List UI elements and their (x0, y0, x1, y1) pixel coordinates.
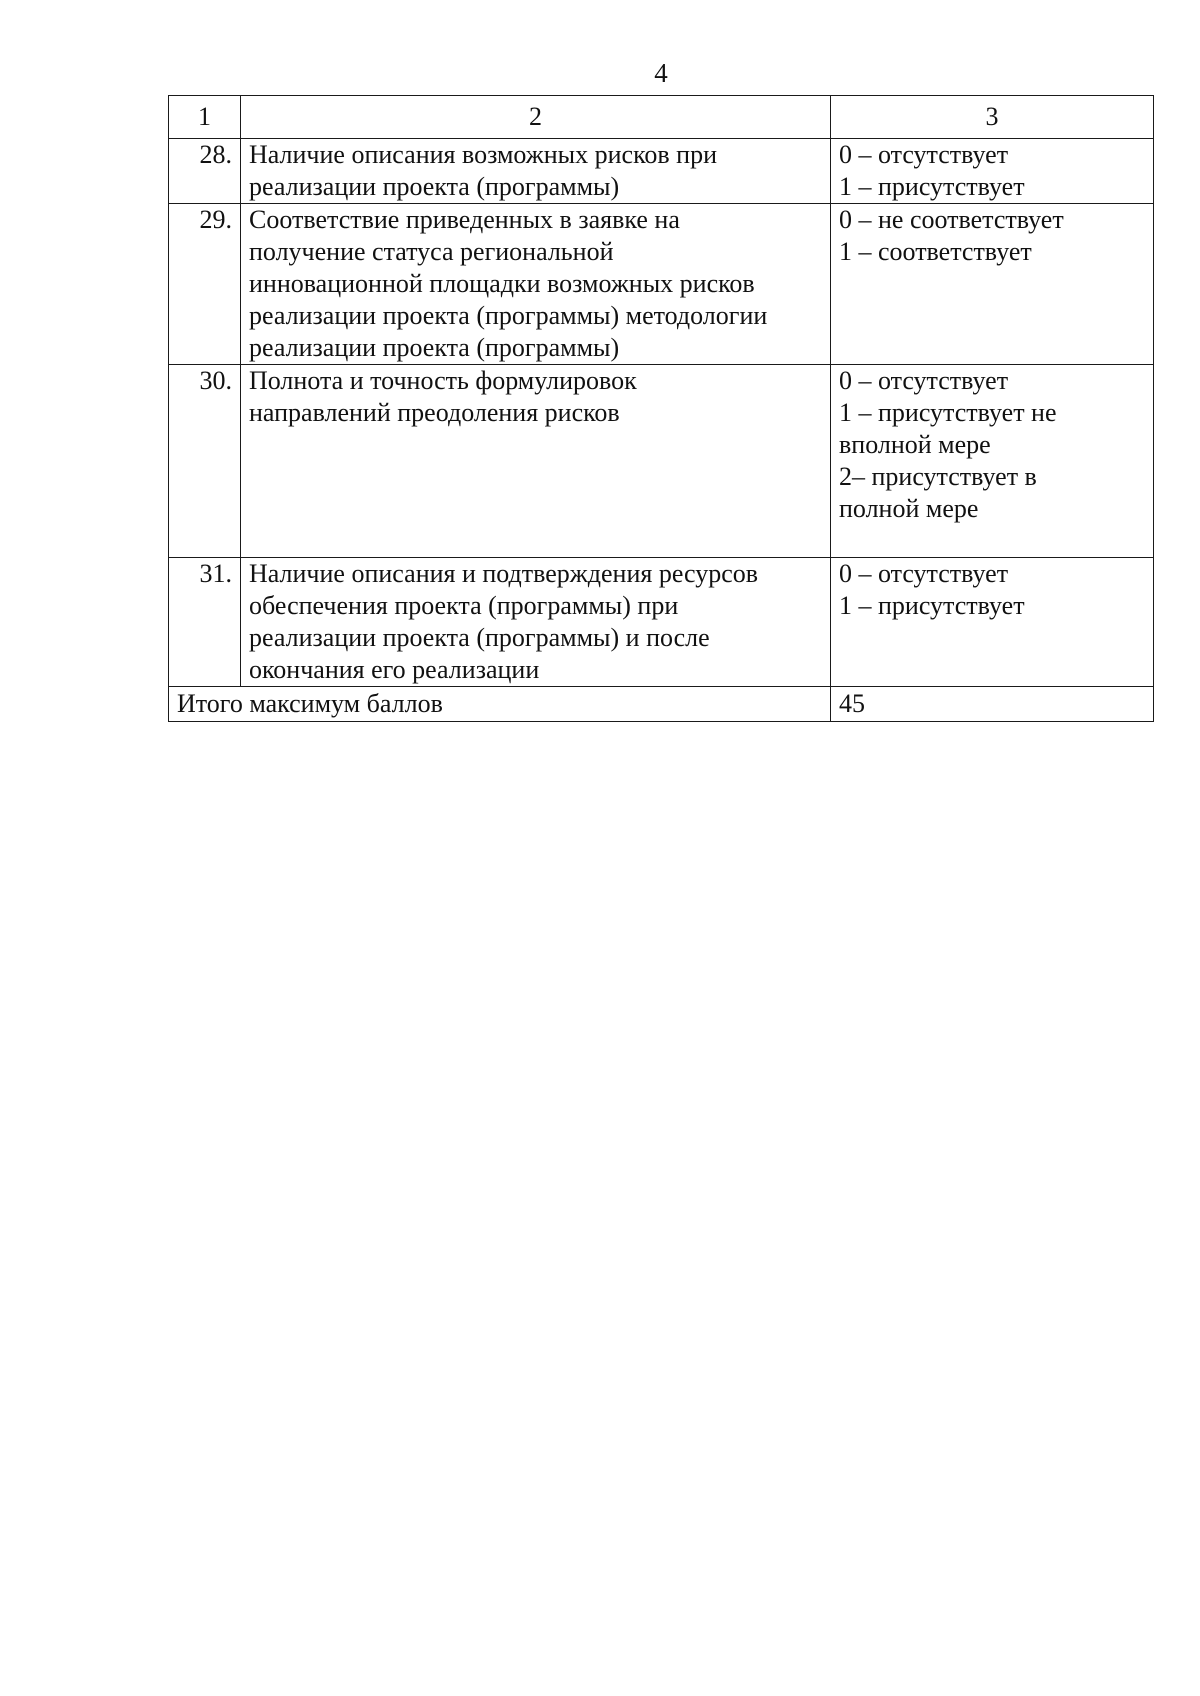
column-header-1: 1 (169, 96, 241, 139)
score-options: 0 – отсутствует 1 – присутствует не вполной мере 2– присутствует в полной мере (831, 365, 1154, 558)
criterion-text: Полнота и точность формулировок направлений преодоления рисков (241, 365, 831, 558)
table-row (169, 558, 1154, 687)
row-number: 28. (169, 139, 241, 204)
page-number: 4 (654, 58, 668, 88)
table-row (169, 139, 1154, 204)
column-header-2: 2 (241, 96, 831, 139)
column-header-3: 3 (831, 96, 1154, 139)
row-number: 31. (169, 558, 241, 687)
score-options: 0 – не соответствует 1 – соответствует (831, 204, 1154, 365)
criterion-text: Соответствие приведенных в заявке на получение статуса региональной инновационной площадки возможных рисков реализации проекта (программы) методологии реализации проекта (программы) (241, 204, 831, 365)
table-row (169, 365, 1154, 558)
score-options: 0 – отсутствует 1 – присутствует (831, 558, 1154, 687)
row-number: 29. (169, 204, 241, 365)
table-row (169, 204, 1154, 365)
score-options: 0 – отсутствует 1 – присутствует (831, 139, 1154, 204)
criterion-text: Наличие описания и подтверждения ресурсов обеспечения проекта (программы) при реализации проекта (программы) и после окончания его реализации (241, 558, 831, 687)
criteria-table (168, 95, 1154, 722)
row-number: 30. (169, 365, 241, 558)
total-value: 45 (831, 687, 1154, 722)
total-label: Итого максимум баллов (169, 687, 831, 722)
criterion-text: Наличие описания возможных рисков при реализации проекта (программы) (241, 139, 831, 204)
total-row (169, 687, 1154, 722)
table-header-row (169, 96, 1154, 139)
